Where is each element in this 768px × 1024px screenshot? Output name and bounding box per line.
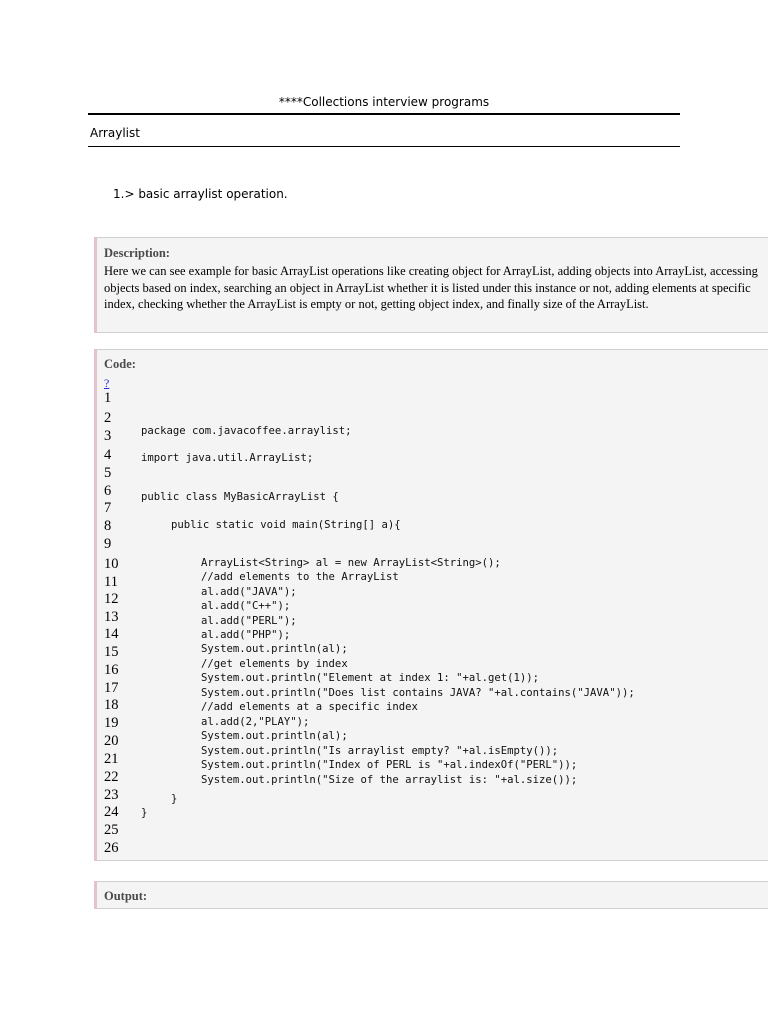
line-number: 22 [104,769,119,785]
line-number: 3 [104,428,112,444]
code-help-link[interactable]: ? [104,376,110,390]
code-line: package com.javacoffee.arraylist; [141,425,352,437]
line-number: 8 [104,518,112,534]
code-line: System.out.println("Size of the arraylist is: "+al.size()); [201,774,578,786]
code-line: al.add(2,"PLAY"); [201,716,310,728]
code-line: } [171,793,178,805]
code-line: al.add("JAVA"); [201,586,297,598]
line-number: 10 [104,556,119,572]
line-number: 19 [104,715,119,731]
line-number: 14 [104,626,119,642]
section-heading: Arraylist [90,126,140,140]
line-number: 24 [104,804,119,820]
code-line: //add elements to the ArrayList [201,571,399,583]
output-label: Output: [104,889,148,903]
code-line: System.out.println("Does list contains JAVA? "+al.contains("JAVA")); [201,687,635,699]
document-title: ****Collections interview programs [278,95,490,109]
code-line: System.out.println("Index of PERL is "+al.indexOf("PERL")); [201,759,578,771]
code-line: System.out.println(al); [201,643,348,655]
code-line: System.out.println(al); [201,730,348,742]
code-line: al.add("C++"); [201,600,291,612]
description-label: Description: [104,246,170,260]
code-line: public class MyBasicArrayList { [141,491,339,503]
line-number: 25 [104,822,119,838]
code-line: public static void main(String[] a){ [171,519,401,531]
line-number: 4 [104,447,112,463]
code-line: } [141,807,148,819]
output-box [96,881,768,909]
line-number: 17 [104,680,119,696]
line-number: 11 [104,574,118,590]
line-number: 2 [104,410,112,426]
line-number: 7 [104,500,112,516]
description-box [96,237,768,333]
code-line: System.out.println("Element at index 1: "+al.get(1)); [201,672,540,684]
line-number: 1 [104,390,112,406]
line-number: 16 [104,662,119,678]
line-number: 15 [104,644,119,660]
line-number: 6 [104,483,112,499]
code-line: //get elements by index [201,658,348,670]
section-divider [88,146,680,147]
code-line: al.add("PERL"); [201,615,297,627]
code-line: import java.util.ArrayList; [141,452,314,464]
line-number: 26 [104,840,119,856]
program-heading: 1.> basic arraylist operation. [113,187,288,201]
code-line: //add elements at a specific index [201,701,418,713]
line-number: 12 [104,591,119,607]
description-text: Here we can see example for basic ArrayList operations like creating object for ArrayList, adding objects into ArrayList, accessing objects based on index, searching an object in ArrayList whether it is listed under this instance or not, adding elements at specific index, checking whether the ArrayList is empty or not, getting object index, and finally size of the ArrayList. [104,264,758,311]
line-number: 9 [104,536,112,552]
line-number: 5 [104,465,112,481]
code-line: ArrayList<String> al = new ArrayList<String>(); [201,557,501,569]
code-line: al.add("PHP"); [201,629,291,641]
line-number: 18 [104,697,119,713]
code-box [96,349,768,861]
line-number: 20 [104,733,119,749]
line-number: 13 [104,609,119,625]
title-divider [88,113,680,115]
line-number: 23 [104,787,119,803]
code-label: Code: [104,357,136,371]
code-line: System.out.println("Is arraylist empty? "+al.isEmpty()); [201,745,559,757]
line-number: 21 [104,751,119,767]
